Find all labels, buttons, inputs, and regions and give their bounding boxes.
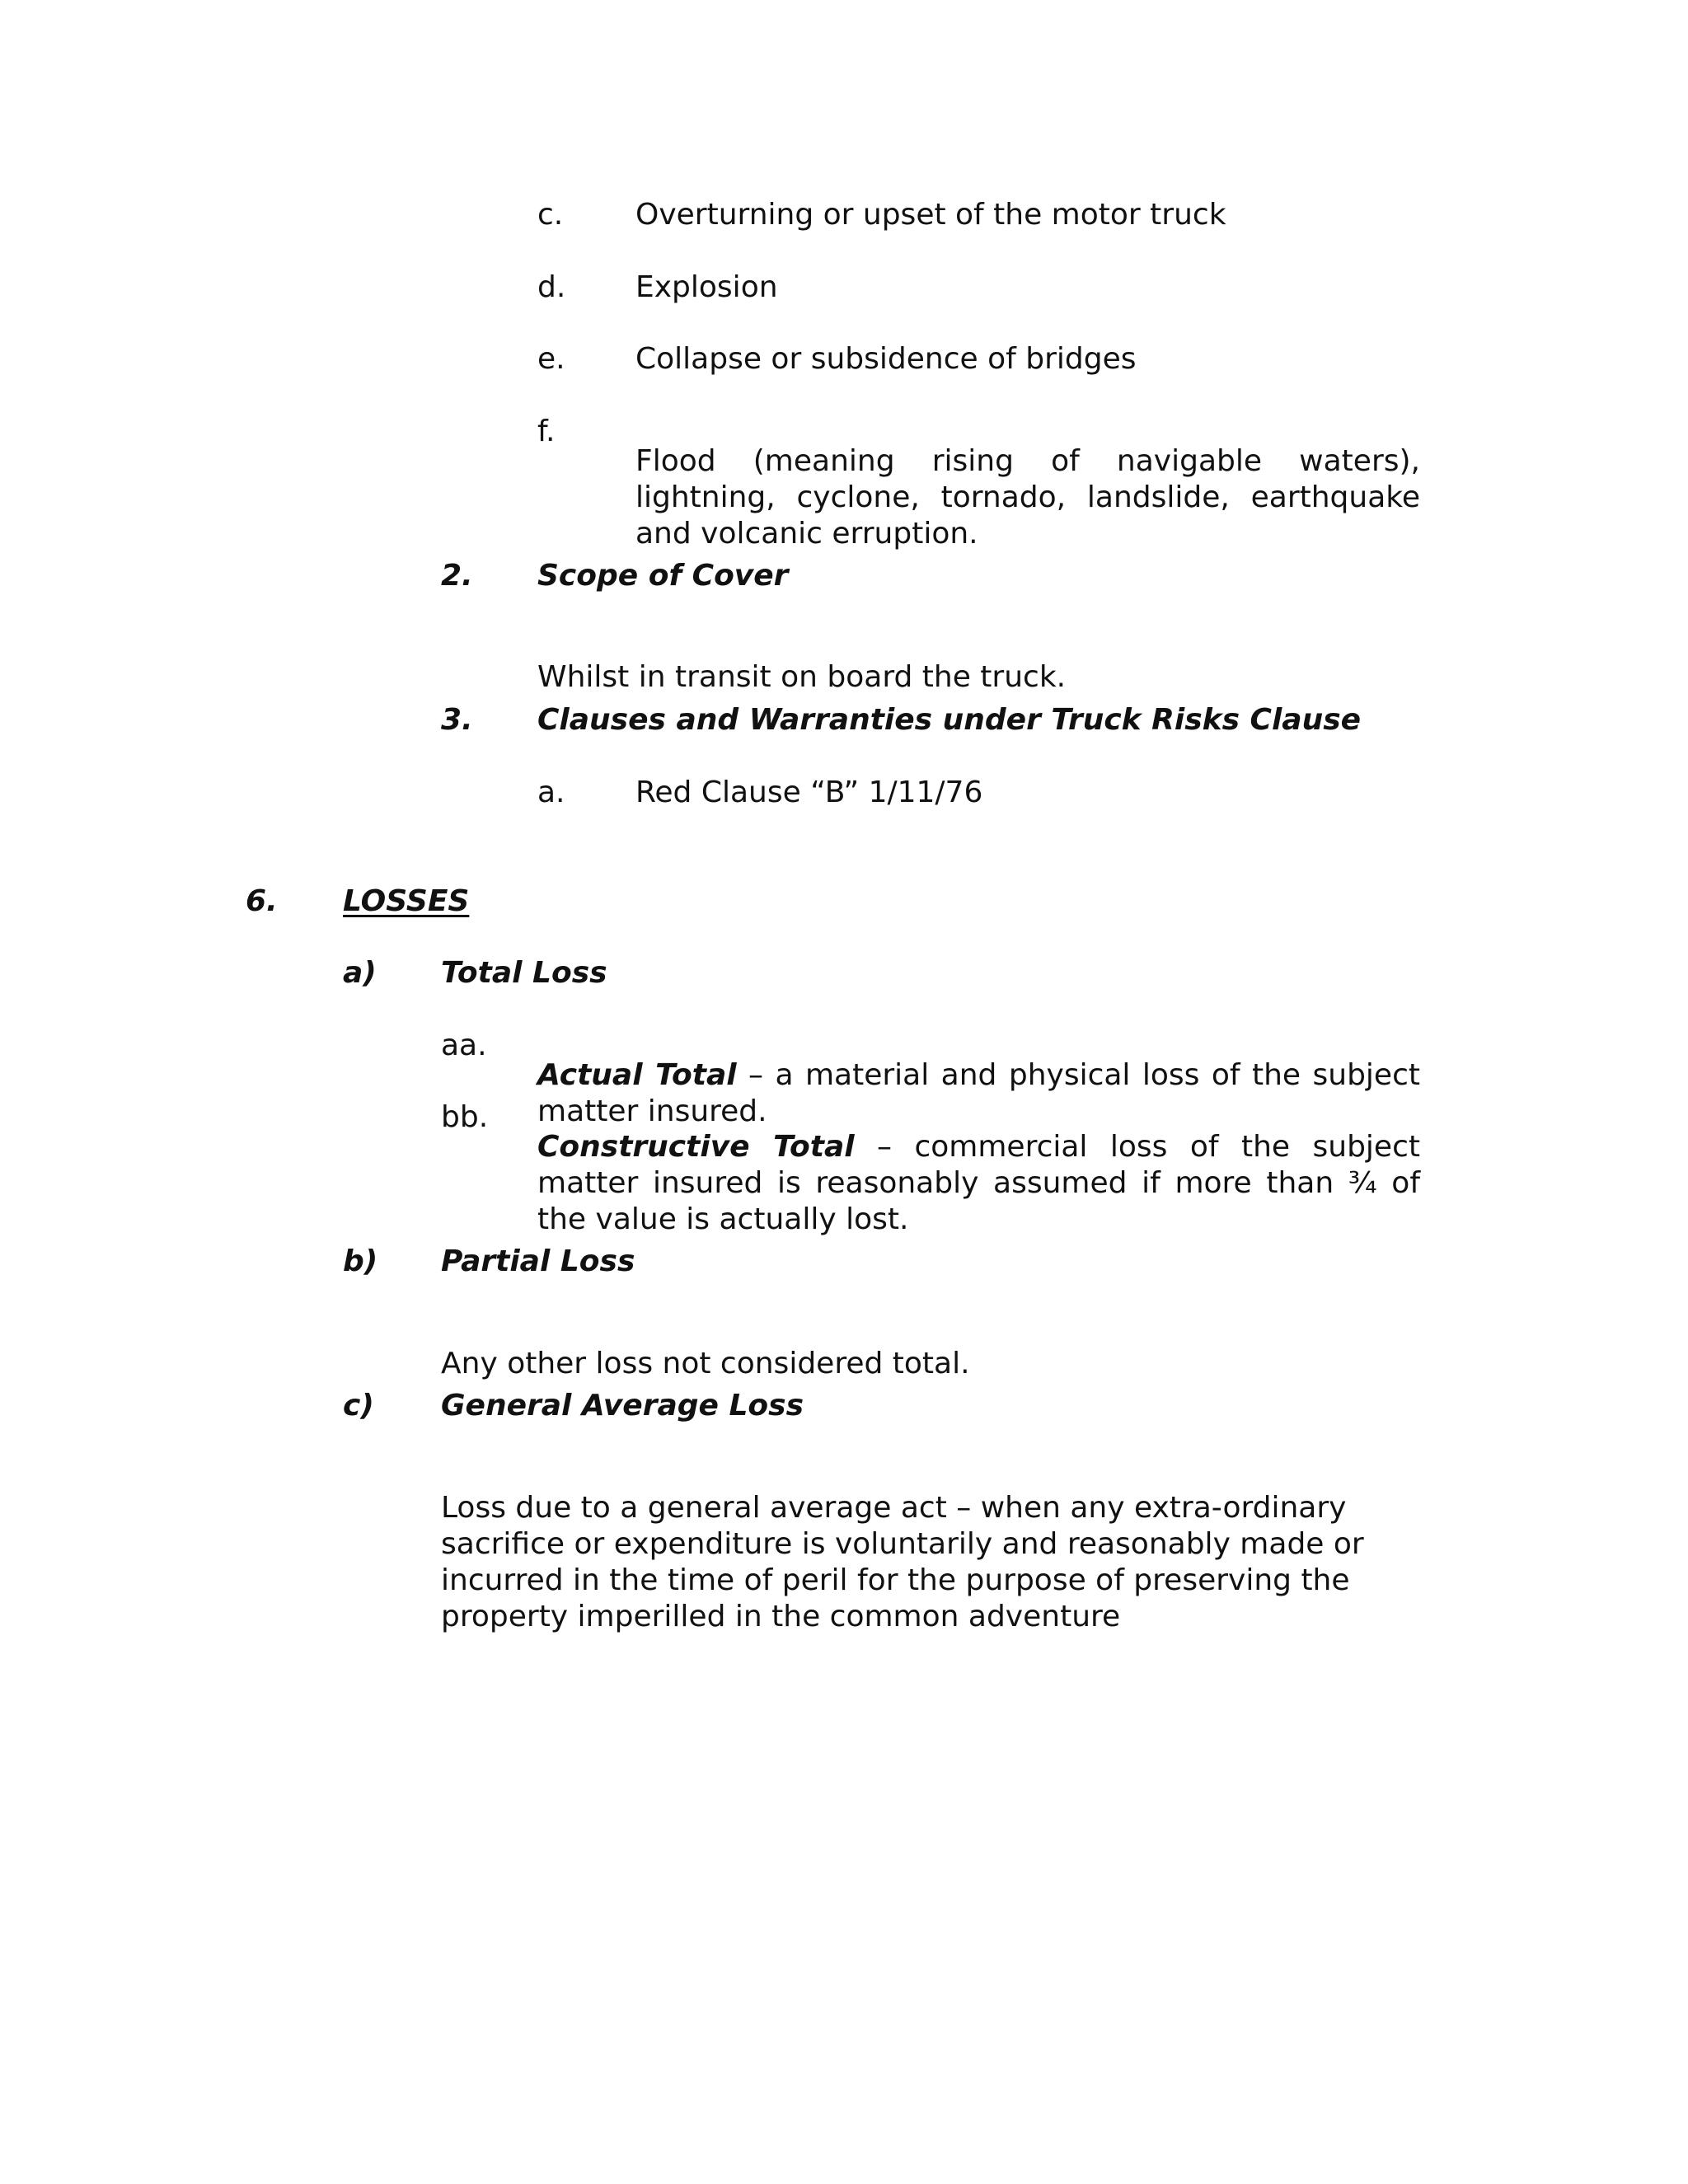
subsection-marker-general-average-loss: c)	[343, 1389, 374, 1422]
subsection-title-partial-loss: Partial Loss	[441, 1244, 635, 1278]
list-marker-c: c.	[537, 198, 564, 232]
partial-loss-body: Any other loss not considered total.	[441, 1347, 970, 1380]
subsection-title-total-loss: Total Loss	[441, 956, 607, 990]
section-number-losses: 6.	[246, 884, 278, 918]
list-marker-f: f.	[537, 415, 556, 448]
list-marker-aa: aa.	[441, 1029, 487, 1062]
peril-item-overturning: Overturning or upset of the motor truck	[635, 198, 1226, 232]
term-constructive-total: Constructive Total	[537, 1130, 855, 1164]
constructive-total-text: – commercial loss of the subject matter insured is reasonably assumed if more than ¾ of the value is actually lost.	[537, 1130, 1420, 1236]
peril-item-explosion: Explosion	[635, 270, 778, 304]
constructive-total-definition	[537, 1129, 1420, 1238]
scope-of-cover-body: Whilst in transit on board the truck.	[537, 660, 1067, 694]
list-marker-bb: bb.	[441, 1100, 489, 1134]
list-marker-a: a.	[537, 776, 565, 809]
peril-item-collapse: Collapse or subsidence of bridges	[635, 342, 1137, 376]
term-actual-total: Actual Total	[537, 1058, 737, 1092]
section-title-losses: LOSSES	[343, 884, 470, 918]
peril-item-flood: Flood (meaning rising of navigable waters), lightning, cyclone, tornado, landslide, earthquake and volcanic erruption.	[635, 444, 1420, 551]
general-average-loss-body: Loss due to a general average act – when any extra-ordinary sacrifice or expenditure is voluntarily and reasonably made or incurred in the time of peril for the purpose of preserving the property imperilled in the common adventure	[441, 1491, 1364, 1633]
section-number-clauses: 3.	[441, 703, 473, 737]
subsection-marker-total-loss: a)	[343, 956, 377, 990]
section-title-scope-of-cover: Scope of Cover	[537, 559, 789, 593]
clause-item-red-clause: Red Clause “B” 1/11/76	[635, 776, 983, 809]
subsection-marker-partial-loss: b)	[343, 1244, 378, 1278]
section-title-clauses-warranties: Clauses and Warranties under Truck Risks Clause	[537, 703, 1362, 737]
list-marker-d: d.	[537, 270, 566, 304]
list-marker-e: e.	[537, 342, 565, 376]
section-number-scope: 2.	[441, 559, 473, 593]
subsection-title-general-average-loss: General Average Loss	[441, 1389, 804, 1422]
actual-total-definition	[537, 1057, 1420, 1130]
actual-total-text: – a material and physical loss of the subject matter insured.	[537, 1058, 1420, 1128]
